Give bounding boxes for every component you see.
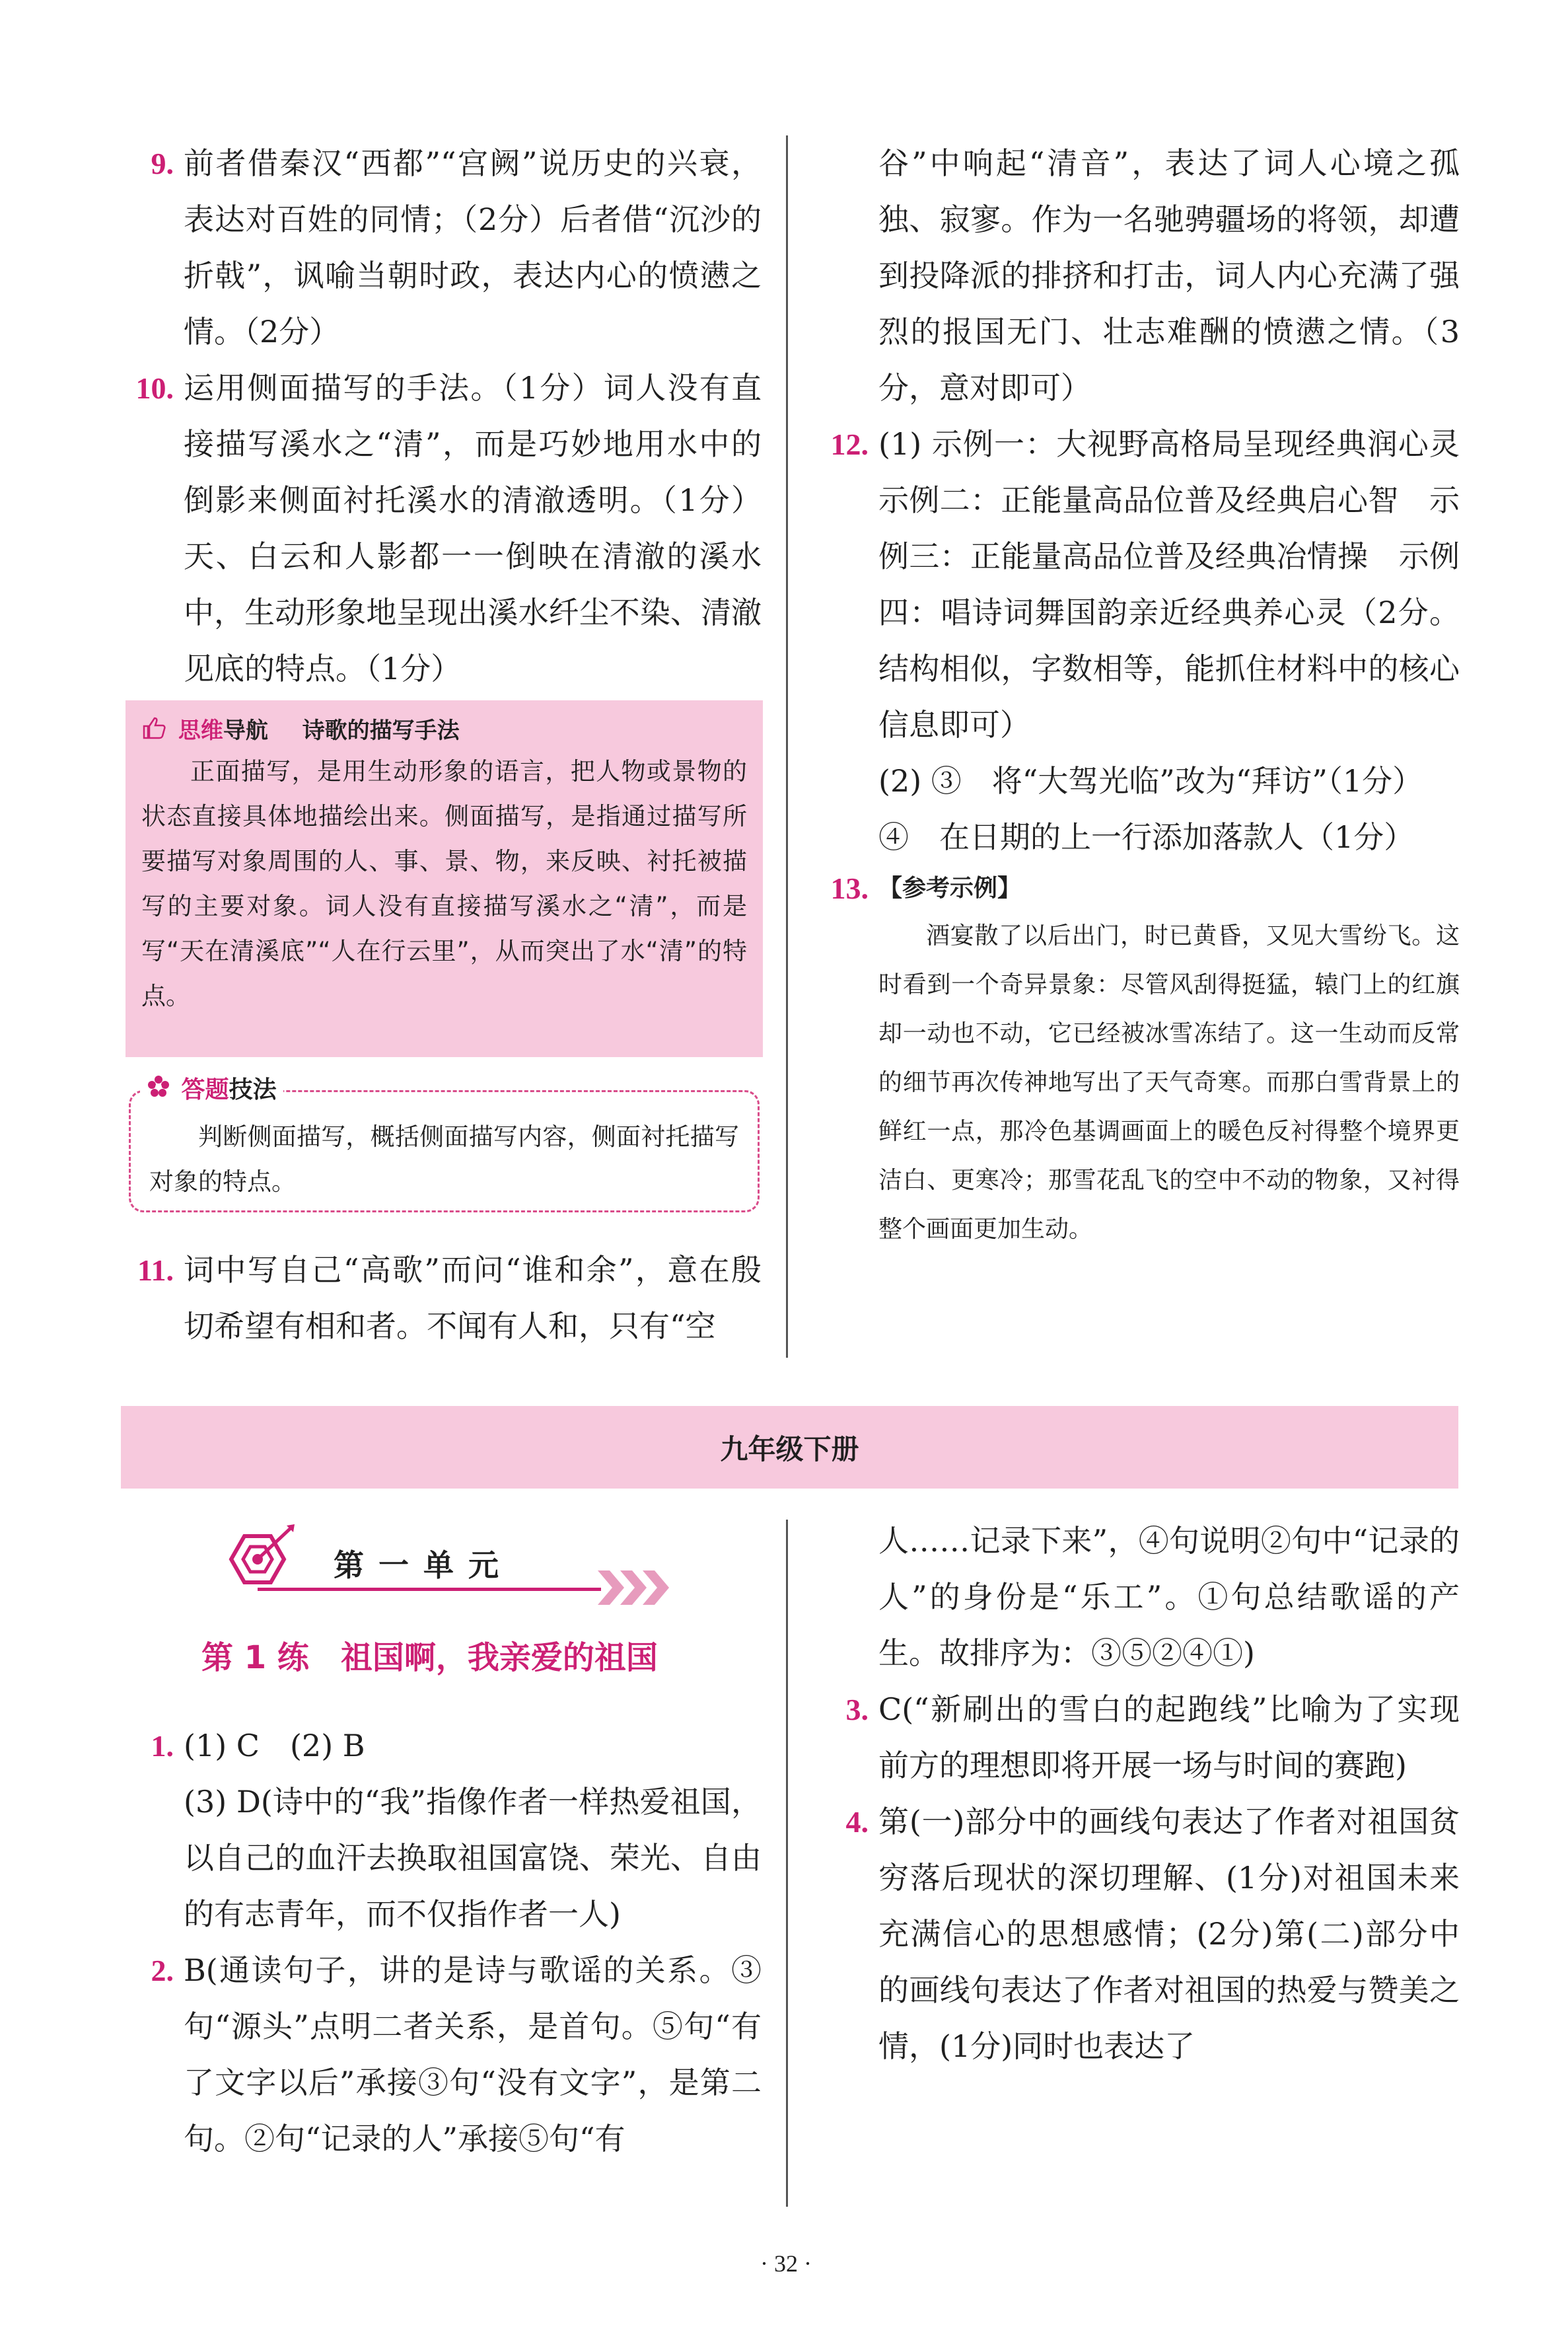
lesson-title: 第 1 练 祖国啊，我亲爱的祖国 [201,1639,658,1676]
top-left-column-lower [121,1242,762,1354]
answer-technique-box [129,1076,760,1212]
answer-text: 词中写自己“高歌”而问“谁和余”，意在殷切希望有相和者。不闻有人和，只有“空 [184,1252,762,1344]
unit-underline [258,1588,601,1591]
answer-part-2a: (2) ③ 将“大驾光临”改为“拜访”（1分） [878,763,1423,799]
question-4 [816,1794,1460,2075]
question-12 [816,416,1490,866]
box-label: 技法 [229,1076,277,1103]
question-11 [121,1242,762,1354]
section-banner [121,1406,1458,1489]
question-number: 1. [151,1729,174,1763]
unit-header [218,1523,667,1602]
flower-icon [147,1074,170,1107]
answer-text: 第(一)部分中的画线句表达了作者对祖国贫穷落后现状的深切理解、(1分)对祖国未来充满信心的思想感情；(2分)第(二)部分中的画线句表达了作者对祖国的热爱与赞美之情，(1分)同时也表达了 [878,1804,1460,2064]
answer-text: B(通读句子，讲的是诗与歌谣的关系。③句“源头”点明二者关系，是首句。⑤句“有了文字以后”承接③句“没有文字”，是第二句。②句“记录的人”承接⑤句“有 [184,1952,762,2157]
box-label: 导航 [223,718,268,744]
question-number: 12. [830,427,869,461]
thinking-guide-header [141,714,747,749]
reference-label: 【参考示例】 [878,875,1022,902]
bottom-right-column [816,1513,1460,2075]
question-11-continued: 谷”中响起“清音”，表达了词人心境之孤独、寂寥。作为一名驰骋疆场的将领，却遭到投降派的排挤和打击，词人内心充满了强烈的报国无门、壮志难酬的愤懑之情。（3分，意对即可） [878,145,1460,406]
question-number: 11. [137,1253,174,1287]
answer-line-2: (3) D(诗中的“我”指像作者一样热爱祖国，以自己的血汗去换取祖国富饶、荣光、自由的有志青年，而不仅指作者一人) [184,1784,762,1932]
question-number: 13. [830,871,869,905]
thinking-guide-box [125,700,763,1057]
answer-text: 前者借秦汉“西都”“宫阙”说历史的兴衰，表达对百姓的同情；（2分）后者借“沉沙的折戟”，讽喻当朝时政，表达内心的愤懑之情。（2分） [184,145,762,350]
column-divider-top [786,135,788,1358]
box-label-accent: 答题 [181,1076,229,1103]
box-topic: 诗歌的描写手法 [302,718,460,744]
answer-text: 运用侧面描写的手法。（1分）词人没有直接描写溪水之“清”，而是巧妙地用水中的倒影来侧面衬托溪水的清澈透明。（1分）天、白云和人影都一一倒映在清澈的溪水中，生动形象地呈现出溪水纤尘不染、清澈见底的特点。（1分） [184,370,762,686]
answer-technique-header [140,1074,283,1107]
unit-title: 第一单元 [334,1547,513,1583]
question-9 [121,135,762,360]
question-2-continued: 人……记录下来”，④句说明②句中“记录的人”的身份是“乐工”。①句总结歌谣的产生。故排序为：③⑤②④①) [878,1523,1460,1671]
question-1 [121,1718,762,1942]
hand-pointer-icon [141,715,166,749]
question-number: 2. [151,1954,174,1987]
reference-text: 酒宴散了以后出门，时已黄昏，又见大雪纷飞。这时看到一个奇异景象：尽管风刮得挺猛，辕门上的红旗却一动也不动，它已经被冰雪冻结了。这一生动而反常的细节再次传神地写出了天气奇寒。而那白雪背景上的鲜红一点，那冷色基调画面上的暖色反衬得整个境界更洁白、更寒冷；那雪花乱飞的空中不动的物象，又衬得整个画面更加生动。 [878,922,1460,1243]
question-3 [816,1681,1460,1794]
box-label-accent: 思维 [178,718,223,744]
thinking-guide-body: 正面描写，是用生动形象的语言，把人物或景物的状态直接具体地描绘出来。侧面描写，是指通过描写所要描写对象周围的人、事、景、物，来反映、衬托被描写的主要对象。词人没有直接描写溪水之“清”，而是写“天在清溪底”“人在行云里”，从而突出了水“清”的特点。 [141,757,747,1010]
answer-line-1: (1) C (2) B [184,1728,365,1763]
answer-part-1: (1) 示例一：大视野高格局呈现经典润心灵 示例二：正能量高品位普及经典启心智 示例三：正能量高品位普及经典冶情操 示例四：唱诗词舞国韵亲近经典养心灵（2分。结构相似，字数相等，能抓住材料中的核心信息即可） [878,426,1490,743]
answer-text: C(“新刷出的雪白的起跑线”比喻为了实现前方的理想即将开展一场与时间的赛跑) [878,1691,1460,1783]
bottom-left-column [121,1718,762,2167]
question-13 [816,866,1460,1254]
top-left-column [121,135,762,697]
answer-technique-body: 判断侧面描写，概括侧面描写内容，侧面衬托描写对象的特点。 [149,1123,739,1196]
target-icon [218,1523,297,1598]
top-right-column [816,135,1490,1254]
question-10 [121,360,762,697]
chevrons-icon [598,1570,670,1607]
banner-title: 九年级下册 [720,1432,859,1465]
answer-part-2b: ④ 在日期的上一行添加落款人（1分） [878,819,1415,855]
question-number: 3. [845,1693,869,1726]
question-2 [121,1942,762,2167]
question-number: 10. [135,371,174,405]
column-divider-bottom [786,1520,788,2207]
page-number: · 32 · [760,2250,812,2277]
question-number: 4. [845,1805,869,1839]
question-number: 9. [151,147,174,180]
